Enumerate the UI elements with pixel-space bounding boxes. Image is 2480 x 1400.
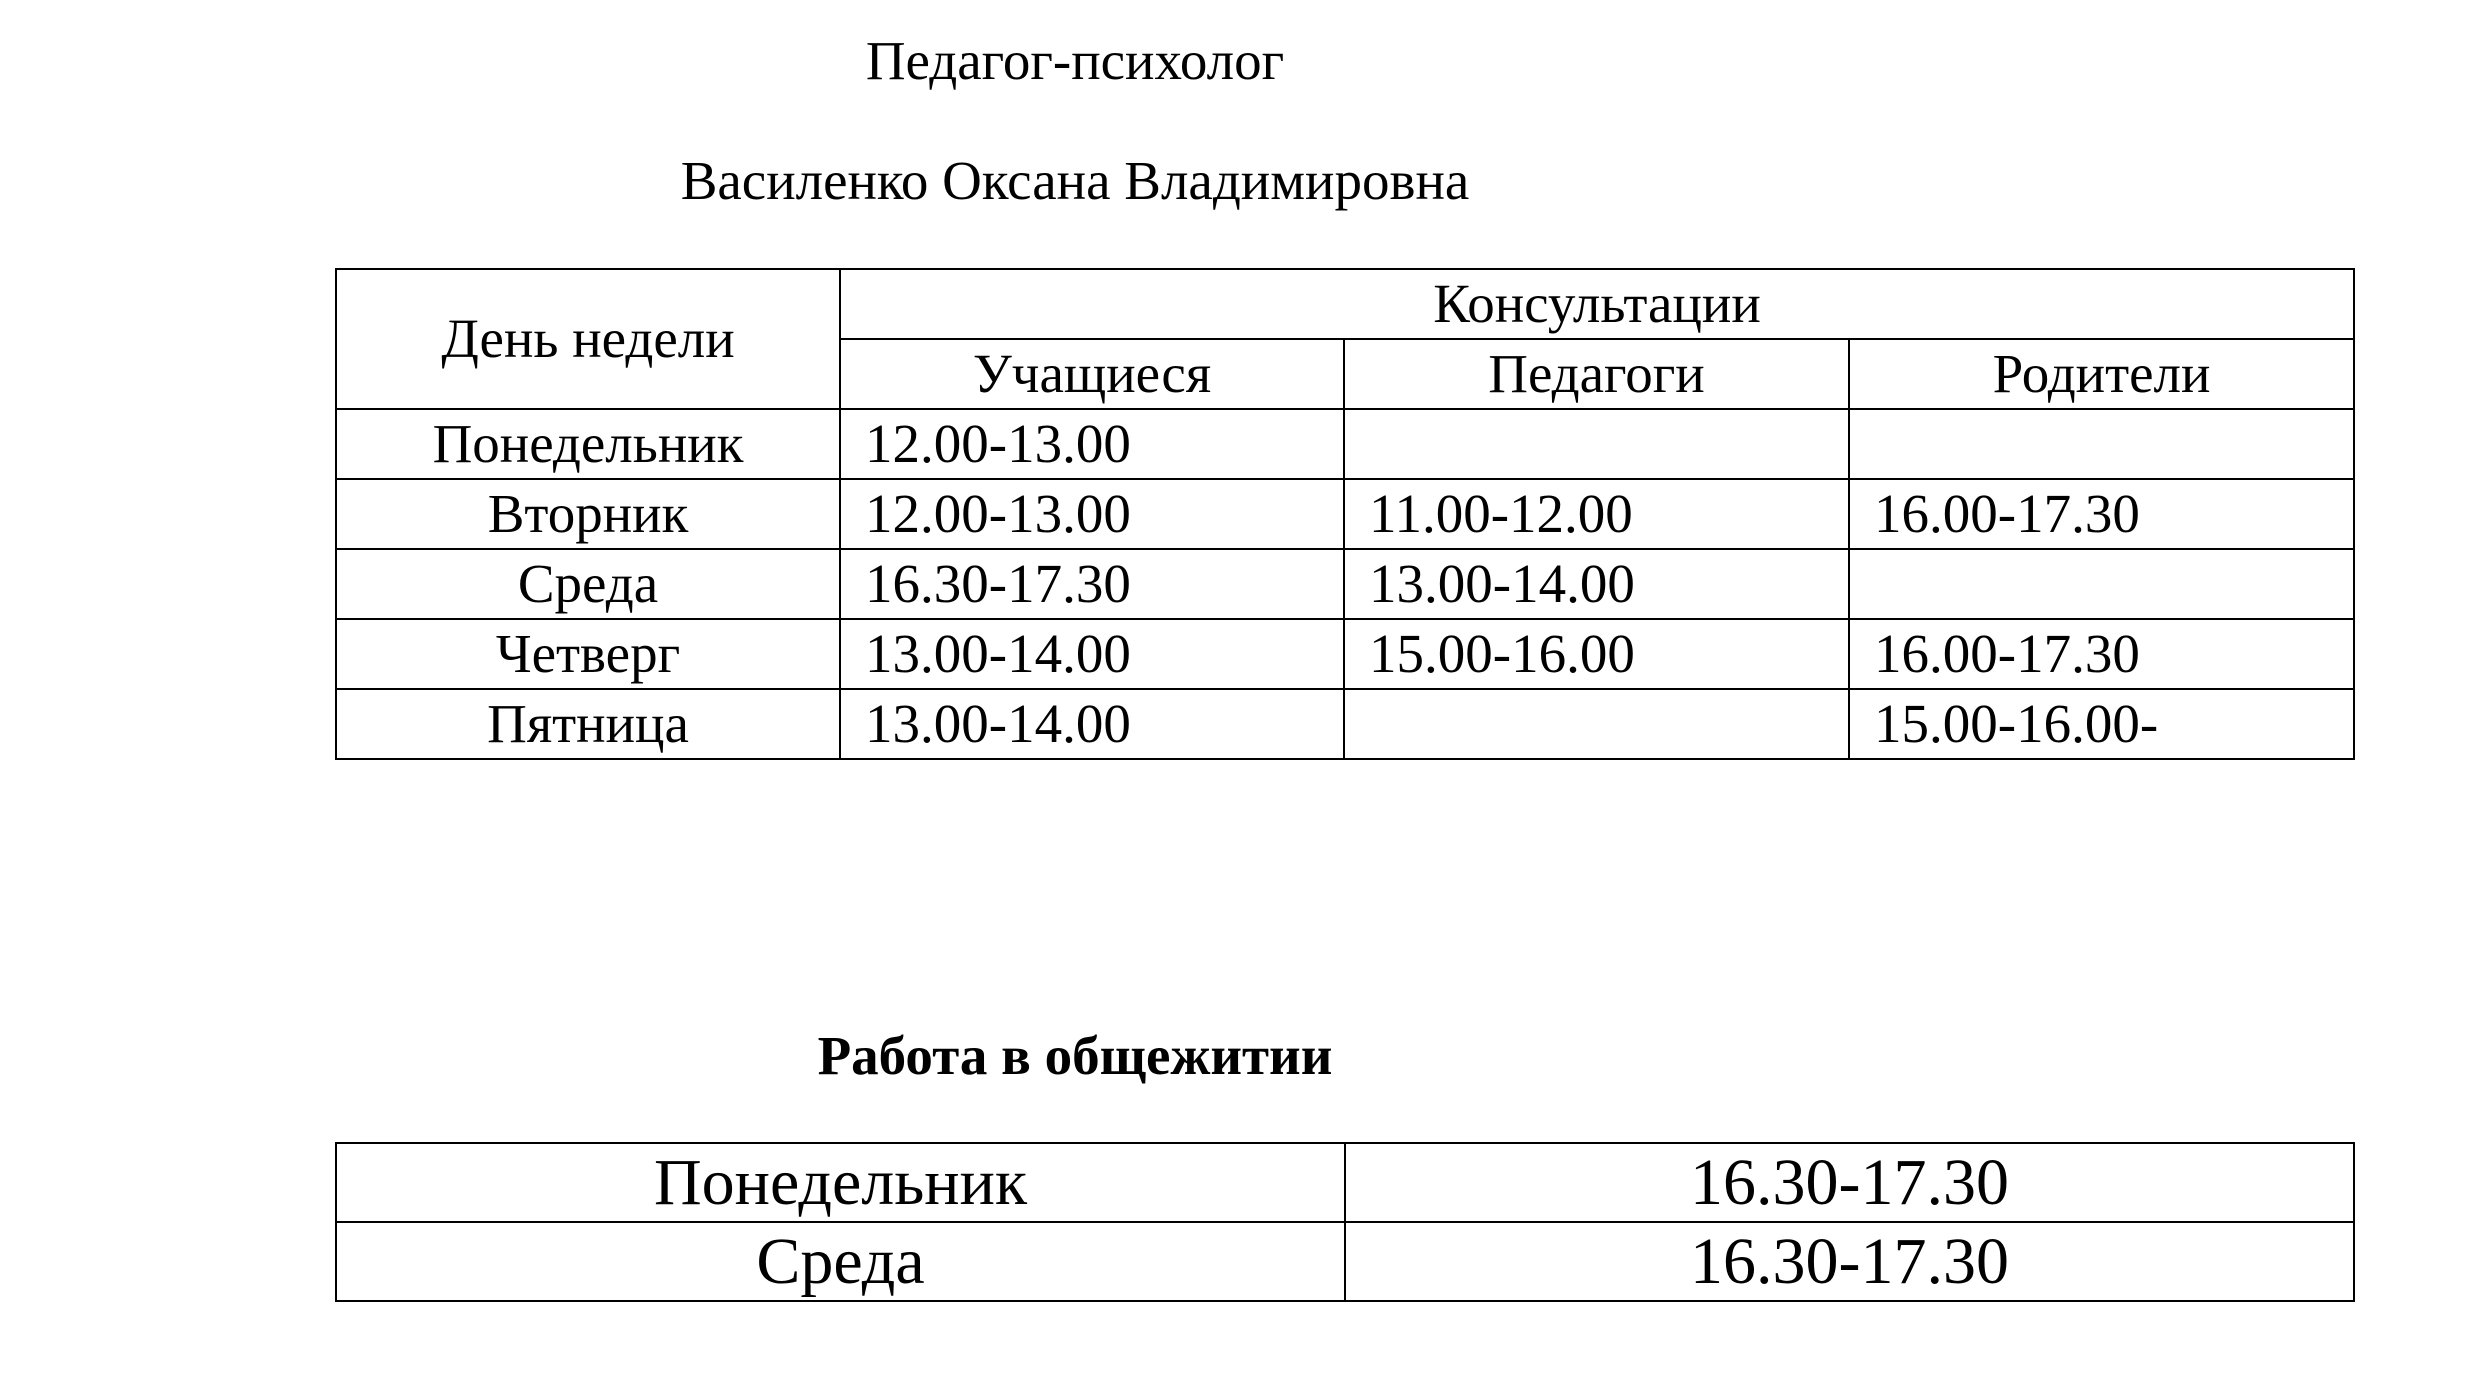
dormitory-schedule-table bbox=[335, 1142, 2355, 1302]
page-title: Педагог-психолог bbox=[865, 30, 1285, 91]
students-time-cell: 13.00-14.00 bbox=[840, 619, 1344, 689]
psychologist-name: Василенко Оксана Владимировна bbox=[680, 150, 1470, 211]
students-column-header: Учащиеся bbox=[840, 339, 1344, 409]
table-row bbox=[336, 1222, 2354, 1301]
day-cell: Среда bbox=[336, 549, 840, 619]
parents-time-cell bbox=[1849, 549, 2354, 619]
dorm-day-cell: Среда bbox=[336, 1222, 1345, 1301]
day-cell: Понедельник bbox=[336, 409, 840, 479]
teachers-time-cell: 13.00-14.00 bbox=[1344, 549, 1849, 619]
table-row bbox=[336, 689, 2354, 759]
table-row bbox=[336, 619, 2354, 689]
dorm-time-cell: 16.30-17.30 bbox=[1345, 1222, 2354, 1301]
students-time-cell: 12.00-13.00 bbox=[840, 409, 1344, 479]
table-row bbox=[336, 409, 2354, 479]
students-time-cell: 12.00-13.00 bbox=[840, 479, 1344, 549]
teachers-time-cell bbox=[1344, 409, 1849, 479]
consultations-header: Консультации bbox=[840, 269, 2354, 339]
parents-time-cell: 16.00-17.30 bbox=[1849, 479, 2354, 549]
teachers-time-cell: 15.00-16.00 bbox=[1344, 619, 1849, 689]
day-cell: Четверг bbox=[336, 619, 840, 689]
table-header-row bbox=[336, 269, 2354, 339]
teachers-time-cell: 11.00-12.00 bbox=[1344, 479, 1849, 549]
parents-time-cell: 15.00-16.00- bbox=[1849, 689, 2354, 759]
table-row bbox=[336, 1143, 2354, 1222]
table-row bbox=[336, 479, 2354, 549]
students-time-cell: 16.30-17.30 bbox=[840, 549, 1344, 619]
teachers-time-cell bbox=[1344, 689, 1849, 759]
dormitory-section-title: Работа в общежитии bbox=[817, 1025, 1333, 1086]
table-row bbox=[336, 549, 2354, 619]
parents-time-cell: 16.00-17.30 bbox=[1849, 619, 2354, 689]
day-of-week-header: День недели bbox=[336, 269, 840, 409]
dorm-day-cell: Понедельник bbox=[336, 1143, 1345, 1222]
day-cell: Вторник bbox=[336, 479, 840, 549]
students-time-cell: 13.00-14.00 bbox=[840, 689, 1344, 759]
dorm-time-cell: 16.30-17.30 bbox=[1345, 1143, 2354, 1222]
day-cell: Пятница bbox=[336, 689, 840, 759]
consultation-schedule-table bbox=[335, 268, 2355, 760]
parents-column-header: Родители bbox=[1849, 339, 2354, 409]
teachers-column-header: Педагоги bbox=[1344, 339, 1849, 409]
parents-time-cell bbox=[1849, 409, 2354, 479]
